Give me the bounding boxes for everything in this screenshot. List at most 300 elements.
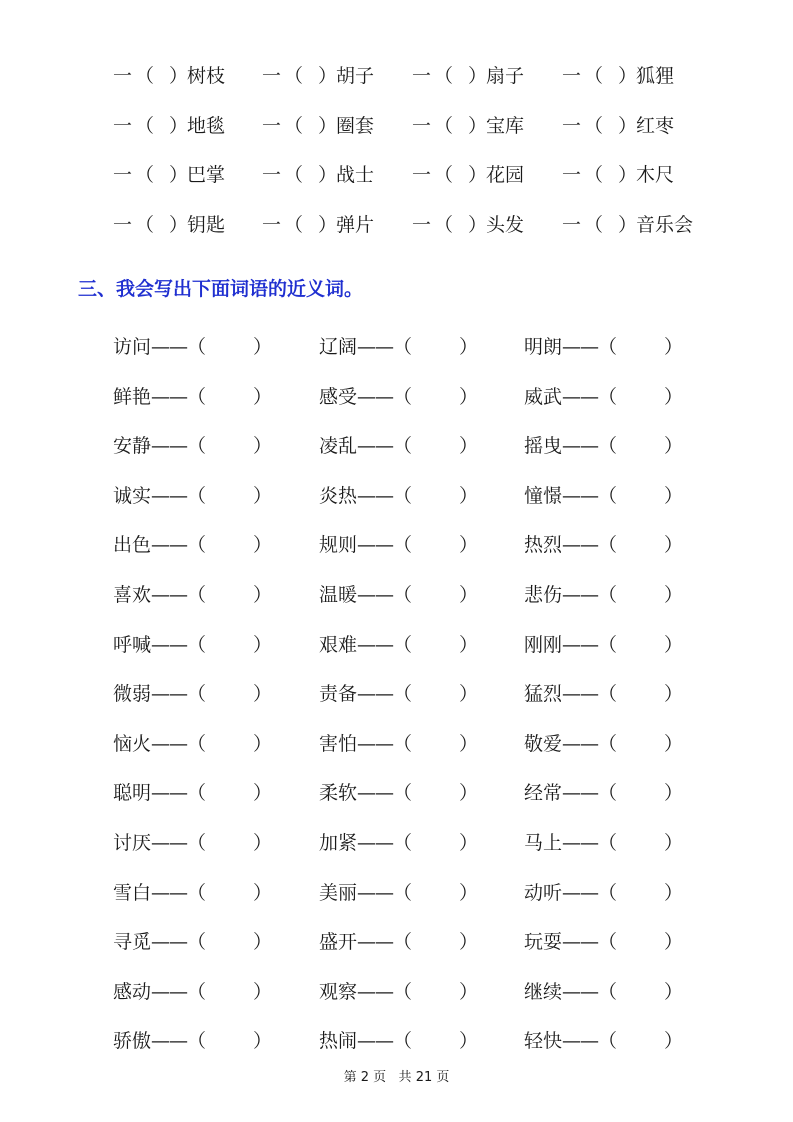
source-word: 骄傲 [113, 1030, 152, 1052]
measure-word-item [262, 160, 374, 190]
source-word: 聪明 [113, 782, 152, 804]
answer-blank-open-paren[interactable]: （ [598, 782, 618, 804]
measure-word-item [113, 61, 225, 91]
blank-open-paren[interactable]: （ [434, 214, 454, 236]
synonym-row [0, 530, 793, 560]
dash-separator: —— [562, 782, 599, 804]
synonym-item [524, 679, 683, 709]
dash-separator: —— [151, 733, 188, 755]
answer-blank-close-paren: ） [664, 386, 684, 408]
blank-open-paren[interactable]: （ [284, 164, 304, 186]
synonym-item [113, 630, 272, 660]
source-word: 玩耍 [524, 931, 563, 953]
source-word: 动听 [524, 882, 563, 904]
answer-blank-close-paren: ） [253, 634, 273, 656]
dash-separator: —— [151, 435, 188, 457]
source-word: 继续 [524, 981, 563, 1003]
blank-open-paren[interactable]: （ [584, 164, 604, 186]
noun-word: 巴掌 [187, 164, 226, 186]
dash-separator: —— [357, 733, 394, 755]
answer-blank-open-paren[interactable]: （ [187, 683, 207, 705]
dash-separator: —— [562, 1030, 599, 1052]
yi-character: 一 [262, 164, 282, 186]
measure-word-item [562, 210, 693, 240]
answer-blank-open-paren[interactable]: （ [187, 981, 207, 1003]
synonym-item [113, 729, 272, 759]
source-word: 摇曳 [524, 435, 563, 457]
answer-blank-close-paren: ） [253, 832, 273, 854]
blank-close-paren: ） [468, 65, 488, 87]
answer-blank-close-paren: ） [459, 534, 479, 556]
dash-separator: —— [357, 485, 394, 507]
answer-blank-close-paren: ） [459, 1030, 479, 1052]
synonym-row [0, 927, 793, 957]
answer-blank-close-paren: ） [459, 733, 479, 755]
answer-blank-open-paren[interactable]: （ [598, 584, 618, 606]
synonym-item [319, 382, 478, 412]
noun-word: 头发 [486, 214, 525, 236]
answer-blank-close-paren: ） [664, 336, 684, 358]
answer-blank-open-paren[interactable]: （ [393, 832, 413, 854]
answer-blank-close-paren: ） [459, 782, 479, 804]
synonym-item [113, 481, 272, 511]
dash-separator: —— [562, 733, 599, 755]
answer-blank-open-paren[interactable]: （ [393, 336, 413, 358]
answer-blank-open-paren[interactable]: （ [393, 931, 413, 953]
yi-character: 一 [412, 65, 432, 87]
source-word: 鲜艳 [113, 386, 152, 408]
blank-close-paren: ） [318, 115, 338, 137]
answer-blank-close-paren: ） [664, 683, 684, 705]
answer-blank-close-paren: ） [459, 584, 479, 606]
synonym-row [0, 580, 793, 610]
dash-separator: —— [151, 336, 188, 358]
source-word: 热闹 [319, 1030, 358, 1052]
source-word: 刚刚 [524, 634, 563, 656]
yi-character: 一 [262, 65, 282, 87]
dash-separator: —— [151, 1030, 188, 1052]
answer-blank-open-paren[interactable]: （ [187, 733, 207, 755]
source-word: 明朗 [524, 336, 563, 358]
answer-blank-close-paren: ） [253, 485, 273, 507]
answer-blank-open-paren[interactable]: （ [187, 782, 207, 804]
dash-separator: —— [562, 584, 599, 606]
page-footer: 第 2 页 共 21 页 [343, 1070, 450, 1085]
synonym-row [0, 878, 793, 908]
synonym-item [319, 332, 478, 362]
synonym-item [113, 530, 272, 560]
blank-open-paren[interactable]: （ [434, 115, 454, 137]
synonym-item [524, 729, 683, 759]
answer-blank-open-paren[interactable]: （ [187, 336, 207, 358]
source-word: 观察 [319, 981, 358, 1003]
answer-blank-close-paren: ） [664, 1030, 684, 1052]
blank-open-paren[interactable]: （ [434, 65, 454, 87]
answer-blank-close-paren: ） [664, 584, 684, 606]
dash-separator: —— [357, 584, 394, 606]
source-word: 凌乱 [319, 435, 358, 457]
answer-blank-open-paren[interactable]: （ [598, 733, 618, 755]
measure-word-item [562, 61, 674, 91]
synonym-item [524, 332, 683, 362]
answer-blank-open-paren[interactable]: （ [598, 534, 618, 556]
answer-blank-open-paren[interactable]: （ [187, 634, 207, 656]
noun-word: 弹片 [336, 214, 375, 236]
yi-character: 一 [262, 214, 282, 236]
measure-word-item [562, 160, 674, 190]
source-word: 讨厌 [113, 832, 152, 854]
source-word: 加紧 [319, 832, 358, 854]
measure-word-item [412, 160, 524, 190]
synonym-row [0, 679, 793, 709]
dash-separator: —— [562, 931, 599, 953]
noun-word: 狐狸 [636, 65, 675, 87]
blank-open-paren[interactable]: （ [135, 115, 155, 137]
blank-close-paren: ） [618, 164, 638, 186]
dash-separator: —— [151, 683, 188, 705]
source-word: 寻觅 [113, 931, 152, 953]
source-word: 马上 [524, 832, 563, 854]
answer-blank-close-paren: ） [664, 435, 684, 457]
source-word: 感动 [113, 981, 152, 1003]
dash-separator: —— [562, 485, 599, 507]
source-word: 柔软 [319, 782, 358, 804]
answer-blank-close-paren: ） [253, 931, 273, 953]
blank-open-paren[interactable]: （ [284, 115, 304, 137]
answer-blank-open-paren[interactable]: （ [393, 485, 413, 507]
dash-separator: —— [151, 584, 188, 606]
blank-close-paren: ） [468, 214, 488, 236]
measure-word-item [113, 160, 225, 190]
answer-blank-open-paren[interactable]: （ [598, 336, 618, 358]
noun-word: 战士 [336, 164, 375, 186]
yi-character: 一 [562, 65, 582, 87]
noun-word: 扇子 [486, 65, 525, 87]
dash-separator: —— [357, 386, 394, 408]
blank-close-paren: ） [169, 214, 189, 236]
yi-character: 一 [562, 164, 582, 186]
noun-word: 圈套 [336, 115, 375, 137]
noun-word: 地毯 [187, 115, 226, 137]
noun-word: 胡子 [336, 65, 375, 87]
answer-blank-close-paren: ） [664, 733, 684, 755]
yi-character: 一 [113, 115, 133, 137]
answer-blank-open-paren[interactable]: （ [598, 634, 618, 656]
synonym-row [0, 1026, 793, 1056]
synonym-item [524, 778, 683, 808]
source-word: 恼火 [113, 733, 152, 755]
source-word: 规则 [319, 534, 358, 556]
answer-blank-close-paren: ） [459, 882, 479, 904]
synonym-item [319, 630, 478, 660]
measure-word-row [0, 160, 793, 190]
section-heading: 三、我会写出下面词语的近义词。 [78, 278, 364, 300]
answer-blank-close-paren: ） [253, 584, 273, 606]
dash-separator: —— [562, 683, 599, 705]
measure-word-item [412, 61, 524, 91]
answer-blank-open-paren[interactable]: （ [393, 733, 413, 755]
answer-blank-close-paren: ） [664, 832, 684, 854]
dash-separator: —— [562, 981, 599, 1003]
synonym-row [0, 977, 793, 1007]
synonym-item [524, 977, 683, 1007]
measure-word-item [412, 111, 524, 141]
answer-blank-close-paren: ） [253, 882, 273, 904]
synonym-item [113, 679, 272, 709]
answer-blank-close-paren: ） [664, 882, 684, 904]
measure-word-row [0, 111, 793, 141]
dash-separator: —— [562, 534, 599, 556]
synonym-item [319, 778, 478, 808]
synonym-item [113, 1026, 272, 1056]
answer-blank-close-paren: ） [459, 981, 479, 1003]
dash-separator: —— [357, 534, 394, 556]
dash-separator: —— [151, 981, 188, 1003]
answer-blank-close-paren: ） [459, 634, 479, 656]
source-word: 雪白 [113, 882, 152, 904]
synonym-item [319, 927, 478, 957]
dash-separator: —— [562, 882, 599, 904]
answer-blank-close-paren: ） [459, 336, 479, 358]
answer-blank-open-paren[interactable]: （ [598, 485, 618, 507]
answer-blank-open-paren[interactable]: （ [187, 584, 207, 606]
noun-word: 红枣 [636, 115, 675, 137]
answer-blank-open-paren[interactable]: （ [393, 981, 413, 1003]
yi-character: 一 [113, 214, 133, 236]
source-word: 喜欢 [113, 584, 152, 606]
answer-blank-open-paren[interactable]: （ [598, 435, 618, 457]
answer-blank-open-paren[interactable]: （ [393, 386, 413, 408]
source-word: 呼喊 [113, 634, 152, 656]
noun-word: 音乐会 [636, 214, 694, 236]
dash-separator: —— [562, 386, 599, 408]
blank-open-paren[interactable]: （ [434, 164, 454, 186]
source-word: 责备 [319, 683, 358, 705]
answer-blank-close-paren: ） [459, 485, 479, 507]
source-word: 美丽 [319, 882, 358, 904]
dash-separator: —— [357, 634, 394, 656]
synonym-item [524, 927, 683, 957]
answer-blank-open-paren[interactable]: （ [393, 435, 413, 457]
source-word: 诚实 [113, 485, 152, 507]
blank-close-paren: ） [618, 115, 638, 137]
source-word: 悲伤 [524, 584, 563, 606]
answer-blank-open-paren[interactable]: （ [598, 1030, 618, 1052]
synonym-item [113, 431, 272, 461]
answer-blank-open-paren[interactable]: （ [187, 931, 207, 953]
answer-blank-close-paren: ） [253, 534, 273, 556]
answer-blank-close-paren: ） [253, 435, 273, 457]
answer-blank-close-paren: ） [459, 931, 479, 953]
answer-blank-close-paren: ） [253, 782, 273, 804]
synonym-item [524, 878, 683, 908]
yi-character: 一 [262, 115, 282, 137]
answer-blank-close-paren: ） [459, 683, 479, 705]
synonym-item [319, 729, 478, 759]
blank-close-paren: ） [169, 115, 189, 137]
dash-separator: —— [562, 832, 599, 854]
blank-close-paren: ） [318, 164, 338, 186]
synonym-item [113, 332, 272, 362]
measure-word-item [113, 210, 225, 240]
synonym-row [0, 332, 793, 362]
dash-separator: —— [151, 634, 188, 656]
source-word: 感受 [319, 386, 358, 408]
blank-open-paren[interactable]: （ [284, 65, 304, 87]
dash-separator: —— [357, 931, 394, 953]
yi-character: 一 [412, 115, 432, 137]
answer-blank-open-paren[interactable]: （ [393, 683, 413, 705]
noun-word: 木尺 [636, 164, 675, 186]
blank-close-paren: ） [468, 115, 488, 137]
yi-character: 一 [562, 115, 582, 137]
source-word: 威武 [524, 386, 563, 408]
answer-blank-close-paren: ） [253, 336, 273, 358]
blank-open-paren[interactable]: （ [135, 164, 155, 186]
answer-blank-close-paren: ） [253, 1030, 273, 1052]
yi-character: 一 [113, 65, 133, 87]
answer-blank-open-paren[interactable]: （ [598, 882, 618, 904]
synonym-item [113, 580, 272, 610]
measure-word-item [113, 111, 225, 141]
answer-blank-close-paren: ） [253, 981, 273, 1003]
synonym-item [524, 828, 683, 858]
answer-blank-close-paren: ） [253, 386, 273, 408]
dash-separator: —— [357, 1030, 394, 1052]
synonym-row [0, 431, 793, 461]
synonym-item [524, 481, 683, 511]
blank-close-paren: ） [318, 214, 338, 236]
answer-blank-open-paren[interactable]: （ [393, 882, 413, 904]
synonym-item [319, 481, 478, 511]
answer-blank-close-paren: ） [664, 534, 684, 556]
source-word: 出色 [113, 534, 152, 556]
synonym-item [319, 679, 478, 709]
answer-blank-open-paren[interactable]: （ [187, 435, 207, 457]
synonym-item [524, 630, 683, 660]
answer-blank-close-paren: ） [664, 634, 684, 656]
answer-blank-open-paren[interactable]: （ [393, 584, 413, 606]
yi-character: 一 [412, 214, 432, 236]
source-word: 轻快 [524, 1030, 563, 1052]
answer-blank-open-paren[interactable]: （ [187, 485, 207, 507]
source-word: 炎热 [319, 485, 358, 507]
dash-separator: —— [151, 534, 188, 556]
yi-character: 一 [412, 164, 432, 186]
measure-word-item [262, 210, 374, 240]
dash-separator: —— [151, 832, 188, 854]
answer-blank-close-paren: ） [664, 981, 684, 1003]
blank-open-paren[interactable]: （ [284, 214, 304, 236]
answer-blank-open-paren[interactable]: （ [187, 882, 207, 904]
answer-blank-open-paren[interactable]: （ [393, 534, 413, 556]
synonym-item [524, 382, 683, 412]
measure-word-row [0, 61, 793, 91]
answer-blank-close-paren: ） [664, 485, 684, 507]
dash-separator: —— [562, 435, 599, 457]
blank-open-paren[interactable]: （ [584, 115, 604, 137]
noun-word: 花园 [486, 164, 525, 186]
answer-blank-close-paren: ） [664, 782, 684, 804]
answer-blank-open-paren[interactable]: （ [187, 832, 207, 854]
measure-word-row [0, 210, 793, 240]
synonym-row [0, 481, 793, 511]
answer-blank-open-paren[interactable]: （ [187, 1030, 207, 1052]
noun-word: 树枝 [187, 65, 226, 87]
blank-close-paren: ） [169, 164, 189, 186]
synonym-item [524, 1026, 683, 1056]
synonym-item [113, 382, 272, 412]
noun-word: 钥匙 [187, 214, 226, 236]
answer-blank-close-paren: ） [459, 435, 479, 457]
answer-blank-open-paren[interactable]: （ [598, 683, 618, 705]
synonym-item [319, 580, 478, 610]
synonym-row [0, 729, 793, 759]
measure-word-item [562, 111, 674, 141]
answer-blank-open-paren[interactable]: （ [393, 782, 413, 804]
synonym-item [524, 431, 683, 461]
synonym-item [319, 878, 478, 908]
synonym-item [113, 977, 272, 1007]
blank-open-paren[interactable]: （ [135, 214, 155, 236]
answer-blank-open-paren[interactable]: （ [187, 534, 207, 556]
blank-open-paren[interactable]: （ [584, 65, 604, 87]
source-word: 热烈 [524, 534, 563, 556]
answer-blank-open-paren[interactable]: （ [393, 634, 413, 656]
synonym-item [113, 778, 272, 808]
dash-separator: —— [357, 435, 394, 457]
dash-separator: —— [151, 386, 188, 408]
source-word: 艰难 [319, 634, 358, 656]
answer-blank-open-paren[interactable]: （ [598, 981, 618, 1003]
source-word: 微弱 [113, 683, 152, 705]
blank-close-paren: ） [318, 65, 338, 87]
source-word: 温暖 [319, 584, 358, 606]
answer-blank-open-paren[interactable]: （ [598, 386, 618, 408]
synonym-item [113, 828, 272, 858]
dash-separator: —— [357, 336, 394, 358]
source-word: 敬爱 [524, 733, 563, 755]
synonym-row [0, 778, 793, 808]
dash-separator: —— [151, 931, 188, 953]
yi-character: 一 [113, 164, 133, 186]
synonym-item [524, 530, 683, 560]
synonym-item [319, 977, 478, 1007]
blank-open-paren[interactable]: （ [135, 65, 155, 87]
blank-open-paren[interactable]: （ [584, 214, 604, 236]
blank-close-paren: ） [618, 214, 638, 236]
source-word: 憧憬 [524, 485, 563, 507]
answer-blank-close-paren: ） [459, 832, 479, 854]
noun-word: 宝库 [486, 115, 525, 137]
dash-separator: —— [357, 683, 394, 705]
source-word: 害怕 [319, 733, 358, 755]
synonym-item [319, 431, 478, 461]
answer-blank-open-paren[interactable]: （ [393, 1030, 413, 1052]
synonym-row [0, 382, 793, 412]
dash-separator: —— [151, 882, 188, 904]
dash-separator: —— [562, 634, 599, 656]
yi-character: 一 [562, 214, 582, 236]
answer-blank-open-paren[interactable]: （ [598, 931, 618, 953]
answer-blank-open-paren[interactable]: （ [598, 832, 618, 854]
source-word: 猛烈 [524, 683, 563, 705]
answer-blank-open-paren[interactable]: （ [187, 386, 207, 408]
dash-separator: —— [151, 782, 188, 804]
dash-separator: —— [357, 832, 394, 854]
dash-separator: —— [562, 336, 599, 358]
dash-separator: —— [357, 882, 394, 904]
